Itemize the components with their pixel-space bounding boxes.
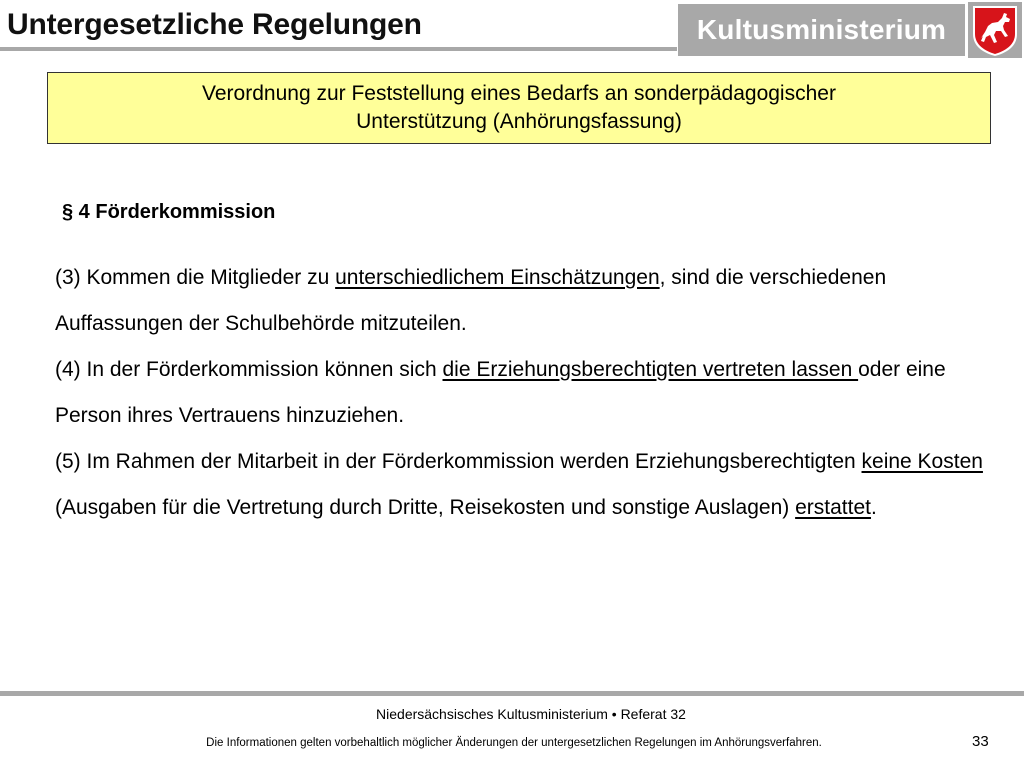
body-text xyxy=(55,255,985,531)
paragraph-3-rest: , sind die verschiedenen Auffassungen der Schulbehörde mitzuteilen. xyxy=(55,266,887,335)
paragraph-3 xyxy=(55,255,985,347)
paragraph-4-underlined: die Erziehungsberechtigten vertreten lassen xyxy=(442,358,859,381)
page-number: 33 xyxy=(972,733,989,750)
lower-saxony-horse-icon xyxy=(968,2,1022,58)
regulation-title-line-2: Unterstützung (Anhörungsfassung) xyxy=(356,110,682,133)
paragraph-5-underlined-reimbursed: erstattet xyxy=(795,496,871,519)
paragraph-5-rest: . xyxy=(870,496,877,519)
paragraph-3-text: (3) Kommen die Mitglieder zu xyxy=(55,266,336,289)
paragraph-3-underlined: unterschiedlichem Einschätzungen xyxy=(335,266,660,289)
paragraph-4-text: (4) In der Förderkommission können sich xyxy=(55,358,443,381)
paragraph-5-underlined-costs: keine Kosten xyxy=(861,450,983,473)
brand-text: Kultusministerium xyxy=(696,14,947,45)
paragraph-4 xyxy=(55,347,985,439)
paragraph-4-rest: oder eine Person ihres Vertrauens hinzuziehen. xyxy=(55,358,946,427)
paragraph-5 xyxy=(55,439,985,531)
title-underline xyxy=(0,47,677,51)
regulation-title-box xyxy=(47,72,991,144)
page-title: Untergesetzliche Regelungen xyxy=(7,8,422,41)
paragraph-5-text: (5) Im Rahmen der Mitarbeit in der Förderkommission werden Erziehungsberechtigten xyxy=(55,450,862,473)
section-heading: § 4 Förderkommission xyxy=(62,201,276,223)
paragraph-5-middle: (Ausgaben für die Vertretung durch Dritte, Reisekosten und sonstige Auslagen) xyxy=(55,496,796,519)
footer-disclaimer: Die Informationen gelten vorbehaltlich möglicher Änderungen der untergesetzlichen Regelungen im Anhörungsverfahren. xyxy=(206,737,822,749)
brand-banner xyxy=(678,4,965,56)
footer-divider xyxy=(0,691,1024,696)
footer-organization: Niedersächsisches Kultusministerium • Referat 32 xyxy=(376,706,686,722)
regulation-title-line-1: Verordnung zur Feststellung eines Bedarfs an sonderpädagogischer xyxy=(202,82,836,105)
